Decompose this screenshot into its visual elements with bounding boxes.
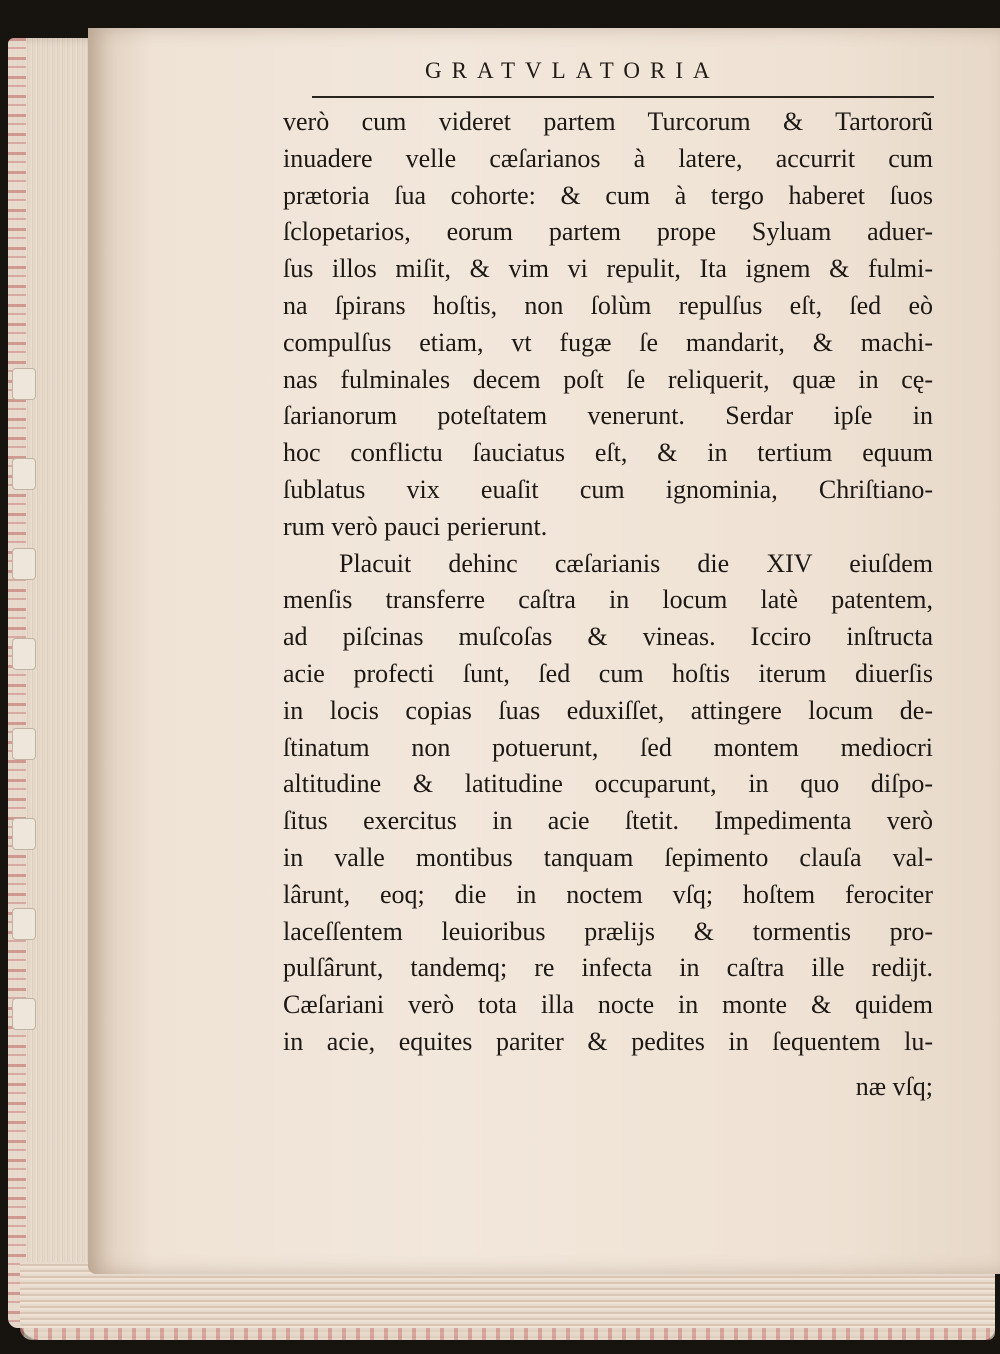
text-line: hoc conflictu ſauciatus eſt, & in tertium equum — [283, 438, 933, 468]
page-tab — [12, 998, 36, 1030]
running-head: GRATVLATORIA — [425, 58, 720, 83]
text-line: laceſſentem leuioribus prælijs & tormentis pro- — [283, 916, 933, 946]
page-tab — [12, 818, 36, 850]
text-line: inuadere velle cæſarianos à latere, accurrit cum — [283, 143, 933, 173]
page-tab — [12, 638, 36, 670]
text-line: acie profecti ſunt, ſed cum hoſtis iterum diuerſis — [283, 658, 933, 688]
text-line: ſarianorum poteſtatem venerunt. Serdar ipſe in — [283, 401, 933, 431]
text-line: ſublatus vix euaſit cum ignominia, Chriſtiano- — [283, 474, 933, 504]
catchword: næ vſq; — [855, 1071, 933, 1101]
text-line: Placuit dehinc cæſarianis die XIV eiuſdem — [339, 548, 933, 578]
text-line: ad piſcinas muſcoſas & vineas. Icciro inſtructa — [283, 622, 933, 652]
body-text — [283, 104, 933, 1106]
text-line: rum verò pauci perierunt. — [283, 511, 548, 541]
text-line: ſclopetarios, eorum partem prope Syluam aduer- — [283, 217, 933, 247]
page-tab — [12, 548, 36, 580]
header-rule — [312, 96, 934, 98]
page-tab — [12, 458, 36, 490]
text-line: menſis transferre caſtra in locum latè patentem, — [283, 585, 933, 615]
text-line: lârunt, eoq; die in noctem vſq; hoſtem ferociter — [283, 879, 933, 909]
text-line: na ſpirans hoſtis, non ſolùm repulſus eſt, ſed eò — [283, 290, 933, 320]
text-line: ſus illos miſit, & vim vi repulit, Ita ignem & fulmi- — [283, 254, 933, 284]
text-line: in valle montibus tanquam ſepimento clauſa val- — [283, 842, 933, 872]
text-line: verò cum videret partem Turcorum & Tartororũ — [283, 107, 933, 136]
text-line: nas fulminales decem poſt ſe reliquerit, quæ in cę- — [283, 364, 933, 394]
text-line: compulſus etiam, vt fugæ ſe mandarit, & machi- — [283, 327, 933, 357]
page-tab — [12, 728, 36, 760]
text-line: Cæſariani verò tota illa nocte in monte & quidem — [283, 990, 933, 1020]
text-line: in acie, equites pariter & pedites in ſequentem lu- — [283, 1026, 933, 1056]
text-line: pulſârunt, tandemq; re infecta in caſtra ille redijt. — [283, 953, 933, 983]
text-line: ſitus exercitus in acie ſtetit. Impedimenta verò — [283, 806, 933, 836]
text-line: altitudine & latitudine occuparunt, in quo diſpo- — [283, 769, 933, 799]
page-tab — [12, 368, 36, 400]
page-tab — [12, 908, 36, 940]
text-line: ſtinatum non potuerunt, ſed montem mediocri — [283, 732, 933, 762]
text-line: prætoria ſua cohorte: & cum à tergo haberet ſuos — [283, 180, 933, 210]
text-line: in locis copias ſuas eduxiſſet, attingere locum de- — [283, 695, 933, 725]
